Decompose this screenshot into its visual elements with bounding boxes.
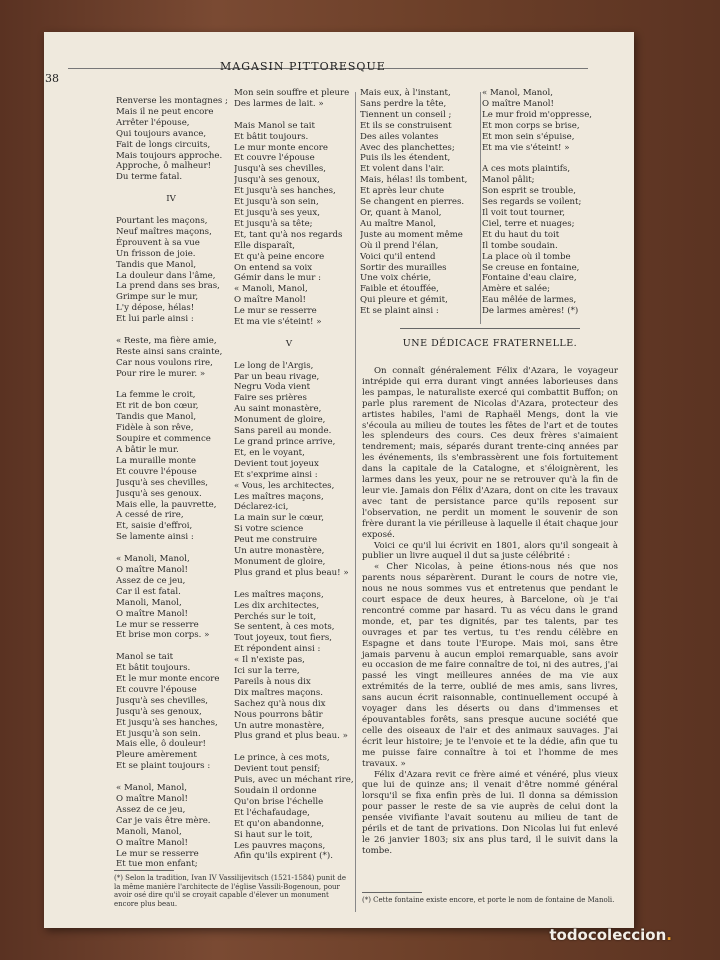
verse-line: Manoli, Manol, xyxy=(116,597,182,608)
stanza-gap xyxy=(234,742,354,753)
verse-line: Et qu'on abandonne, xyxy=(234,818,325,829)
verse-line: Dix maîtres maçons. xyxy=(234,687,323,698)
verse-line: Et mon sein s'épuise, xyxy=(482,131,575,142)
stanza-gap xyxy=(234,110,354,121)
verse-line: Si votre science xyxy=(234,524,304,535)
verse-line: Juste au moment même xyxy=(360,229,463,240)
verse-line: Tandis que Manol, xyxy=(116,259,197,270)
verse-line: Fontaine d'eau claire, xyxy=(482,273,577,284)
verse-line: « Manoli, Manol, xyxy=(234,284,308,295)
verse-line: Puis ils les étendent, xyxy=(360,153,451,164)
verse-line: Amère et salée; xyxy=(482,284,550,295)
verse-line: A bâtir le mur. xyxy=(116,445,179,455)
verse-line: Elle disparaît, xyxy=(234,240,296,251)
verse-line: La muraille monte xyxy=(116,455,196,466)
verse-line: Et bâtit toujours. xyxy=(116,663,191,674)
verse-line: Avec des planchettes; xyxy=(360,142,455,153)
verse-line: Sachez qu'à nous dix xyxy=(234,698,326,709)
verse-line: Reste ainsi sans crainte, xyxy=(116,346,223,357)
verse-line: Le mur se resserre xyxy=(116,848,199,859)
verse-line: « Manol, Manol, xyxy=(482,88,553,98)
verse-line: Mais elle, ô douleur! xyxy=(116,739,206,750)
running-title: MAGASIN PITTORESQUE xyxy=(220,60,386,73)
verse-line: Faible et étouffée, xyxy=(360,284,439,295)
verse-line: O maître Manol! xyxy=(116,608,189,619)
verse-line: Et jusqu'à son sein. xyxy=(116,728,201,739)
verse-line: Par un beau rivage, xyxy=(234,371,320,382)
dedication-text xyxy=(362,366,618,857)
verse-line: Arrêter l'épouse, xyxy=(116,117,190,128)
verse-line: Et rit de bon cœur, xyxy=(116,401,199,412)
verse-line: Le mur se resserre xyxy=(234,306,317,317)
verse-line: O maître Manol! xyxy=(116,794,189,804)
verse-line: Jusqu'à ses genoux. xyxy=(116,488,202,499)
verse-line: Et mon corps se brise, xyxy=(482,120,580,131)
verse-line: Soupire et commence xyxy=(116,434,211,445)
verse-line: Se creuse en fontaine, xyxy=(482,262,580,273)
verse-line: Et répondent ainsi : xyxy=(234,644,321,655)
verse-line: Et jusqu'à ses yeux, xyxy=(234,207,321,218)
verse-line: Mais, hélas! ils tombent, xyxy=(360,175,468,186)
verse-line: Gémir dans le mur : xyxy=(234,273,321,284)
verse-line: Et brise mon corps. » xyxy=(116,630,210,641)
verse-line: « Manoli, Manol, xyxy=(116,554,190,565)
verse-line: Manol se tait xyxy=(116,652,174,663)
poem-column-3 xyxy=(360,88,482,317)
verse-line: « Il n'existe pas, xyxy=(234,655,305,666)
verse-line: Un autre monastère, xyxy=(234,720,325,731)
verse-line: Ici sur la terre, xyxy=(234,666,300,677)
footnote-left: (*) Selon la tradition, Ivan IV Vassilijevitsch (1521-1584) punit de la même manière l'architecte de l'église Vassili-Bogenoun, pour avoir osé dire qu'il se croyait capable d'élever un monument encore plus beau. xyxy=(114,874,347,908)
watermark-logo: todocoleccion. xyxy=(549,926,672,944)
poem-column-2 xyxy=(234,88,354,862)
verse-line: Car nous voulons rire, xyxy=(116,357,213,368)
verse-line: O maître Manol! xyxy=(116,564,189,575)
stanza-gap xyxy=(116,543,236,554)
verse-line: Et s'exprime ainsi : xyxy=(234,469,318,480)
verse-line: Et tue mon enfant; xyxy=(116,859,198,870)
verse-line: Nous pourrons bâtir xyxy=(234,709,323,720)
stanza-gap xyxy=(234,328,354,339)
verse-line: Mais eux, à l'instant, xyxy=(360,88,451,98)
verse-line: Au maître Manol, xyxy=(360,218,436,229)
verse-line: Et se plaint toujours : xyxy=(116,761,211,772)
verse-line: L'y dépose, hélas! xyxy=(116,303,195,314)
verse-line: Et qu'à peine encore xyxy=(234,251,325,262)
verse-line: « Reste, ma fière amie, xyxy=(116,335,217,346)
stanza-gap xyxy=(116,325,236,336)
verse-line: Pareils à nous dix xyxy=(234,676,311,687)
verse-line: Le mur froid m'oppresse, xyxy=(482,109,593,120)
footnote-right: (*) Cette fontaine existe encore, et porte le nom de fontaine de Manoli. xyxy=(362,896,615,904)
verse-line: O maître Manol! xyxy=(234,295,307,306)
verse-line: Mais Manol se tait xyxy=(234,120,315,131)
verse-line: Et le mur monte encore xyxy=(116,674,220,685)
verse-line: Assez de ce jeu, xyxy=(116,575,186,586)
verse-line: Assez de ce jeu, xyxy=(116,804,186,815)
verse-line: Et se plaint ainsi : xyxy=(360,306,439,317)
verse-line: Et lui parle ainsi : xyxy=(116,314,194,325)
verse-line: Approche, ô malheur! xyxy=(116,161,212,172)
verse-line: Devient tout pensif; xyxy=(234,764,321,775)
verse-line: Il tombe soudain. xyxy=(482,240,558,251)
verse-line: Et couvre l'épouse xyxy=(116,466,197,477)
verse-line: Eau mêlée de larmes, xyxy=(482,295,577,306)
verse-line: Et du haut du toit xyxy=(482,229,560,240)
verse-line: La prend dans ses bras, xyxy=(116,281,220,292)
verse-line: Le grand prince arrive, xyxy=(234,437,336,447)
verse-line: Se sentent, à ces mots, xyxy=(234,622,335,633)
verse-line: Et jusqu'à ses hanches, xyxy=(116,717,218,728)
verse-line: La place où il tombe xyxy=(482,251,571,262)
verse-line: La main sur le cœur, xyxy=(234,513,324,524)
paragraph: On connaît généralement Félix d'Azara, le voyageur intrépide qui erra durant vingt années laborieuses dans les pampas, le naturaliste exercé qui combattit Buffon; on parle plus rarement de Nicolas d'Azara, protecteur des artistes habiles, l'ami de Raphaël Mengs, dont la vie s'écoula au milieu de toutes les fêtes de l'art et de toutes les splendeurs des cours. Ces deux frères s'aimaient tendrement; mais, séparés durant trente-cinq années par les événements, ils s'embrassèrent une fois fortuitement dans la capitale de la Catalogne, et s'éloignèrent, les larmes dans les yeux, pour ne se retrouver qu'à la fin de leur vie. Jamais don Félix d'Azara, dont on cite les travaux avec tant de persistance parce qu'ils reposent sur l'observation, ne perdit un moment le souvenir de son frère durant la vie périlleuse à laquelle il était chaque jour exposé. xyxy=(362,366,618,540)
verse-line: Si haut sur le toit, xyxy=(234,829,313,840)
verse-line: Tiennent un conseil ; xyxy=(360,109,452,120)
verse-line: Sans pareil au monde. xyxy=(234,426,332,437)
verse-line: Au saint monastère, xyxy=(234,404,322,415)
verse-line: Ses regards se voilent; xyxy=(482,197,582,208)
verse-line: Ciel, terre et nuages; xyxy=(482,218,575,229)
verse-line: Sans perdre la tête, xyxy=(360,98,447,109)
verse-line: Monument de gloire, xyxy=(234,415,326,426)
verse-line: Et, en le voyant, xyxy=(234,447,305,458)
verse-line: Qui toujours avance, xyxy=(116,128,207,139)
verse-line: Pourtant les maçons, xyxy=(116,215,208,226)
poem-column-1 xyxy=(116,96,236,870)
verse-line: IV xyxy=(166,194,176,205)
verse-line: Negru Voda vient xyxy=(234,382,311,393)
verse-line: Des ailes volantes xyxy=(360,131,439,142)
verse-line: « Manol, Manol, xyxy=(116,783,187,794)
verse-line: Jusqu'à ses genoux, xyxy=(234,175,320,186)
verse-line: Qu'on brise l'échelle xyxy=(234,796,324,807)
footnote-rule xyxy=(114,870,174,871)
verse-line: Et, tant qu'à nos regards xyxy=(234,229,343,240)
verse-line: Pleure amèrement xyxy=(116,750,197,761)
verse-line: Devient tout joyeux xyxy=(234,458,319,469)
verse-line: O maître Manol! xyxy=(116,837,189,848)
column-rule xyxy=(480,92,481,324)
verse-line: Et couvre l'épouse xyxy=(234,153,315,164)
paragraph: Félix d'Azara revit ce frère aimé et vénéré, plus vieux que lui de quinze ans; il venait d'être nommé général lorsqu'il se fixa enfin près de lui. Il donna sa démission pour passer le reste de sa vie auprès de celui dont la pensée vivifiante l'avait soutenu au milieu de tant de périls et de tant de privations. Don Nicolas lui fut enlevé le 26 janvier 1803; six ans plus tard, il le suivit dans la tombe. xyxy=(362,769,618,856)
stanza-gap xyxy=(234,350,354,361)
verse-line: Le mur se resserre xyxy=(116,619,199,630)
verse-line: A cessé de rire, xyxy=(116,510,184,521)
verse-line: Jusqu'à ses chevilles, xyxy=(234,164,327,175)
verse-line: Les pauvres maçons, xyxy=(234,840,326,851)
verse-line: Monument de gloire, xyxy=(234,556,326,567)
verse-line: Et jusqu'à sa tête; xyxy=(234,218,313,229)
verse-line: Éprouvent à sa vue xyxy=(116,237,200,248)
verse-line: Tandis que Manol, xyxy=(116,412,197,423)
verse-line: Le mur monte encore xyxy=(234,142,328,153)
verse-line: Plus grand et plus beau. » xyxy=(234,731,348,742)
paragraph: Voici ce qu'il lui écrivit en 1801, alors qu'il songeait à publier un livre auquel il dut sa juste célébrité : xyxy=(362,540,618,562)
verse-line: A ces mots plaintifs, xyxy=(482,164,571,175)
verse-line: Mais il ne peut encore xyxy=(116,106,214,117)
verse-line: La douleur dans l'âme, xyxy=(116,270,216,281)
verse-line: Et bâtit toujours. xyxy=(234,131,309,142)
verse-line: Un autre monastère, xyxy=(234,546,325,557)
poem-column-4 xyxy=(482,88,602,317)
verse-line: Car je vais être mère. xyxy=(116,815,211,826)
verse-line: Déclarez-ici, xyxy=(234,502,289,513)
verse-line: De larmes amères! (*) xyxy=(482,306,579,317)
verse-line: Soudain il ordonne xyxy=(234,786,317,796)
verse-line: Et l'échafaudage, xyxy=(234,807,310,818)
stanza-gap xyxy=(116,205,236,216)
verse-line: Le long de l'Argis, xyxy=(234,360,314,371)
verse-line: Qui pleure et gémit, xyxy=(360,295,448,306)
verse-line: Les maîtres maçons, xyxy=(234,491,324,502)
verse-line: Une voix chérie, xyxy=(360,273,432,284)
verse-line: Perchés sur le toit, xyxy=(234,611,317,622)
verse-line: Son esprit se trouble, xyxy=(482,186,576,197)
verse-line: Peut me construire xyxy=(234,535,318,546)
column-rule xyxy=(355,92,356,912)
verse-line: Il voit tout tourner, xyxy=(482,207,565,218)
verse-line: Et volent dans l'air. xyxy=(360,164,445,175)
verse-line: Puis, avec un méchant rire, xyxy=(234,775,354,786)
verse-line: Se changent en pierres. xyxy=(360,197,465,208)
verse-line: Et ils se construisent xyxy=(360,120,452,131)
verse-line: Et, saisie d'effroi, xyxy=(116,521,193,532)
verse-line: Manoli, Manol, xyxy=(116,826,182,837)
verse-line: Et couvre l'épouse xyxy=(116,684,197,695)
stanza-gap xyxy=(116,641,236,652)
verse-line: Et jusqu'à son sein, xyxy=(234,197,319,208)
verse-line: Fait de longs circuits, xyxy=(116,139,211,150)
verse-line: Un frisson de joie. xyxy=(116,248,196,259)
verse-line: Les dix architectes, xyxy=(234,600,320,611)
verse-line: Et après leur chute xyxy=(360,186,445,197)
verse-line: Sortir des murailles xyxy=(360,262,447,273)
verse-line: Neuf maîtres maçons, xyxy=(116,226,212,237)
stanza-gap xyxy=(116,380,236,391)
verse-line: Où il prend l'élan, xyxy=(360,240,439,251)
stanza-gap xyxy=(116,772,236,783)
verse-line: Et jusqu'à ses hanches, xyxy=(234,186,336,197)
verse-line: Mon sein souffre et pleure xyxy=(234,88,350,98)
verse-line: Les maîtres maçons, xyxy=(234,589,324,600)
verse-line: Faire ses prières xyxy=(234,393,307,404)
verse-line: V xyxy=(285,338,293,349)
verse-line: « Vous, les architectes, xyxy=(234,480,335,491)
verse-line: Car il est fatal. xyxy=(116,586,181,597)
verse-line: Tout joyeux, tout fiers, xyxy=(234,633,332,644)
verse-line: Le prince, à ces mots, xyxy=(234,753,330,764)
verse-line: Jusqu'à ses chevilles, xyxy=(116,695,209,706)
verse-line: Voici qu'il entend xyxy=(360,251,436,262)
section-title: UNE DÉDICACE FRATERNELLE. xyxy=(402,338,578,349)
verse-line: Et ma vie s'éteint! » xyxy=(482,142,570,153)
footnote-rule xyxy=(362,892,422,893)
verse-line: On entend sa voix xyxy=(234,262,313,273)
verse-line: Mais toujours approche. xyxy=(116,150,223,161)
verse-line: Pour rire le murer. » xyxy=(116,368,206,379)
stanza-gap xyxy=(116,183,236,194)
verse-line: Des larmes de lait. » xyxy=(234,98,324,109)
verse-line: Mais elle, la pauvrette, xyxy=(116,499,217,510)
verse-line: O maître Manol! xyxy=(482,98,555,109)
verse-line: Manol pâlit; xyxy=(482,175,535,186)
section-rule xyxy=(400,328,580,329)
verse-line: Plus grand et plus beau! » xyxy=(234,567,349,578)
verse-line: Jusqu'à ses genoux, xyxy=(116,706,202,717)
verse-line: Fidèle à son rêve, xyxy=(116,423,194,434)
verse-line: La femme le croit, xyxy=(116,390,196,401)
stanza-gap xyxy=(482,153,602,164)
verse-line: Se lamente ainsi : xyxy=(116,532,194,543)
verse-line: Grimpe sur le mur, xyxy=(116,292,199,303)
page-number: 38 xyxy=(45,72,59,85)
verse-line: Et ma vie s'éteint! » xyxy=(234,317,322,328)
verse-line: Du terme fatal. xyxy=(116,172,183,183)
verse-line: Renverse les montagnes ; xyxy=(116,96,228,106)
paragraph: « Cher Nicolas, à peine étions-nous nés que nos parents nous séparèrent. Durant le cours de notre vie, nous ne nous sommes vus et entretenus que pendant le court espace de deux heures, à Barcelone, où je t'ai rencontré comme par hasard. Tu as vécu dans le grand monde, et, par tes dignités, par tes talents, par tes ouvrages et par tes vertus, tu t'es rendu célèbre en Espagne et dans toute l'Europe. Mais moi, sans être jamais parvenu à aucun emploi remarquable, sans avoir eu occasion de me faire connaître de toi, ni des autres, j'ai passé les vingt meilleures années de ma vie aux extrémités de la terre, oublié de mes amis, sans livres, sans aucun écrit raisonnable, continuellement occupé à voyager dans les déserts ou dans d'immenses et épouvantables forêts, sans presque aucune société que celle des oiseaux de l'air et des animaux sauvages. J'ai écrit leur histoire; je te l'envoie et te la dédie, afin que tu me puisse faire connaître à toi et l'homme de mes travaux. » xyxy=(362,562,618,769)
verse-line: Afin qu'ils expirent (*). xyxy=(234,851,333,862)
verse-line: Or, quant à Manol, xyxy=(360,207,442,218)
stanza-gap xyxy=(234,579,354,590)
verse-line: Jusqu'à ses chevilles, xyxy=(116,477,209,488)
